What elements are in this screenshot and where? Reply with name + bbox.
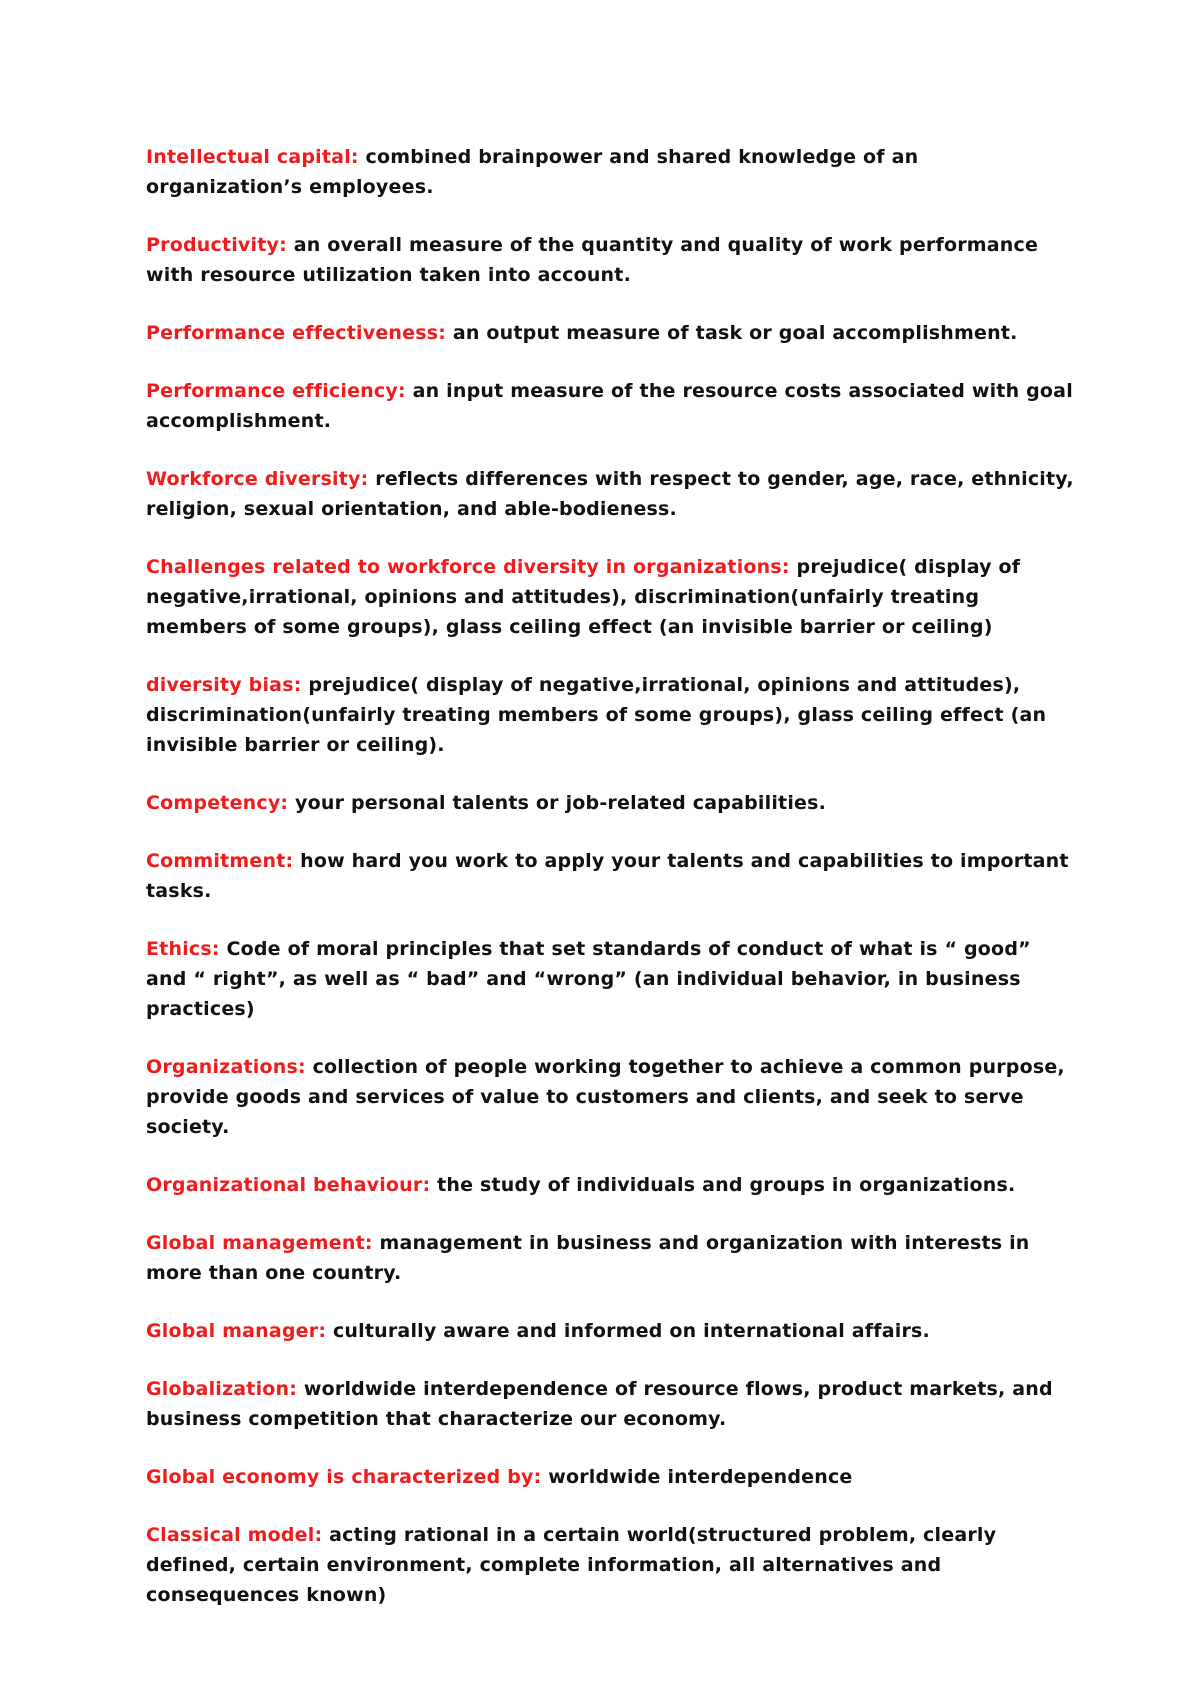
term-label: Global manager: bbox=[146, 1320, 327, 1342]
definition-organizations bbox=[146, 1052, 1076, 1142]
term-label: diversity bias: bbox=[146, 674, 302, 696]
definition-productivity bbox=[146, 230, 1076, 290]
document-body bbox=[146, 142, 1076, 1638]
definition-text: an overall measure of the quantity and quality of work performance with resource utilization taken into account. bbox=[146, 234, 1039, 286]
definition-intellectual-capital bbox=[146, 142, 1076, 202]
definition-performance-effectiveness bbox=[146, 318, 1076, 348]
term-label: Global management: bbox=[146, 1232, 373, 1254]
term-label: Performance effectiveness: bbox=[146, 322, 447, 344]
term-label: Competency: bbox=[146, 792, 289, 814]
definition-text: reflects differences with respect to gender, age, race, ethnicity, religion, sexual orientation, and able-bodieness. bbox=[146, 468, 1074, 520]
term-label: Challenges related to workforce diversity in organizations: bbox=[146, 556, 790, 578]
term-label: Organizational behaviour: bbox=[146, 1174, 431, 1196]
definition-diversity-challenges bbox=[146, 552, 1076, 642]
definition-performance-efficiency bbox=[146, 376, 1076, 436]
definition-text: management in business and organization with interests in more than one country. bbox=[146, 1232, 1030, 1284]
definition-competency bbox=[146, 788, 1076, 818]
definition-text: acting rational in a certain world(structured problem, clearly defined, certain environment, complete information, all alternatives and consequences known) bbox=[146, 1524, 997, 1606]
definition-global-economy bbox=[146, 1462, 1076, 1492]
definition-workforce-diversity bbox=[146, 464, 1076, 524]
term-label: Classical model: bbox=[146, 1524, 323, 1546]
term-label: Globalization: bbox=[146, 1378, 298, 1400]
term-label: Performance efficiency: bbox=[146, 380, 406, 402]
definition-classical-model bbox=[146, 1520, 1076, 1610]
definition-text: combined brainpower and shared knowledge of an organization’s employees. bbox=[146, 146, 919, 198]
term-label: Workforce diversity: bbox=[146, 468, 369, 490]
definition-text: your personal talents or job-related capabilities. bbox=[288, 792, 827, 814]
term-label: Commitment: bbox=[146, 850, 294, 872]
definition-text: Code of moral principles that set standards of conduct of what is “ good” and “ right”, as well as “ bad” and “wrong” (an individual behavior, in business practices) bbox=[146, 938, 1031, 1020]
term-label: Global economy is characterized by: bbox=[146, 1466, 542, 1488]
definition-text: prejudice( display of negative,irrational, opinions and attitudes), discrimination(unfairly treating members of some groups), glass ceiling effect (an invisible barrier or ceiling) bbox=[146, 556, 1021, 638]
definition-globalization bbox=[146, 1374, 1076, 1434]
term-label: Organizations: bbox=[146, 1056, 306, 1078]
definition-text: the study of individuals and groups in organizations. bbox=[430, 1174, 1016, 1196]
definition-text: prejudice( display of negative,irrational, opinions and attitudes), discrimination(unfairly treating members of some groups), glass ceiling effect (an invisible barrier or ceiling). bbox=[146, 674, 1047, 756]
definition-text: how hard you work to apply your talents and capabilities to important tasks. bbox=[146, 850, 1069, 902]
definition-organizational-behaviour bbox=[146, 1170, 1076, 1200]
definition-text: worldwide interdependence of resource flows, product markets, and business competition that characterize our economy. bbox=[146, 1378, 1053, 1430]
definition-text: an input measure of the resource costs associated with goal accomplishment. bbox=[146, 380, 1073, 432]
definition-global-manager bbox=[146, 1316, 1076, 1346]
definition-commitment bbox=[146, 846, 1076, 906]
definition-text: an output measure of task or goal accomplishment. bbox=[446, 322, 1018, 344]
term-label: Intellectual capital: bbox=[146, 146, 359, 168]
definition-text: worldwide interdependence bbox=[541, 1466, 853, 1488]
definition-global-management bbox=[146, 1228, 1076, 1288]
definition-ethics bbox=[146, 934, 1076, 1024]
term-label: Productivity: bbox=[146, 234, 287, 256]
term-label: Ethics: bbox=[146, 938, 220, 960]
definition-text: collection of people working together to achieve a common purpose, provide goods and services of value to customers and clients, and seek to serve society. bbox=[146, 1056, 1065, 1138]
definition-diversity-bias bbox=[146, 670, 1076, 760]
definition-text: culturally aware and informed on international affairs. bbox=[326, 1320, 930, 1342]
